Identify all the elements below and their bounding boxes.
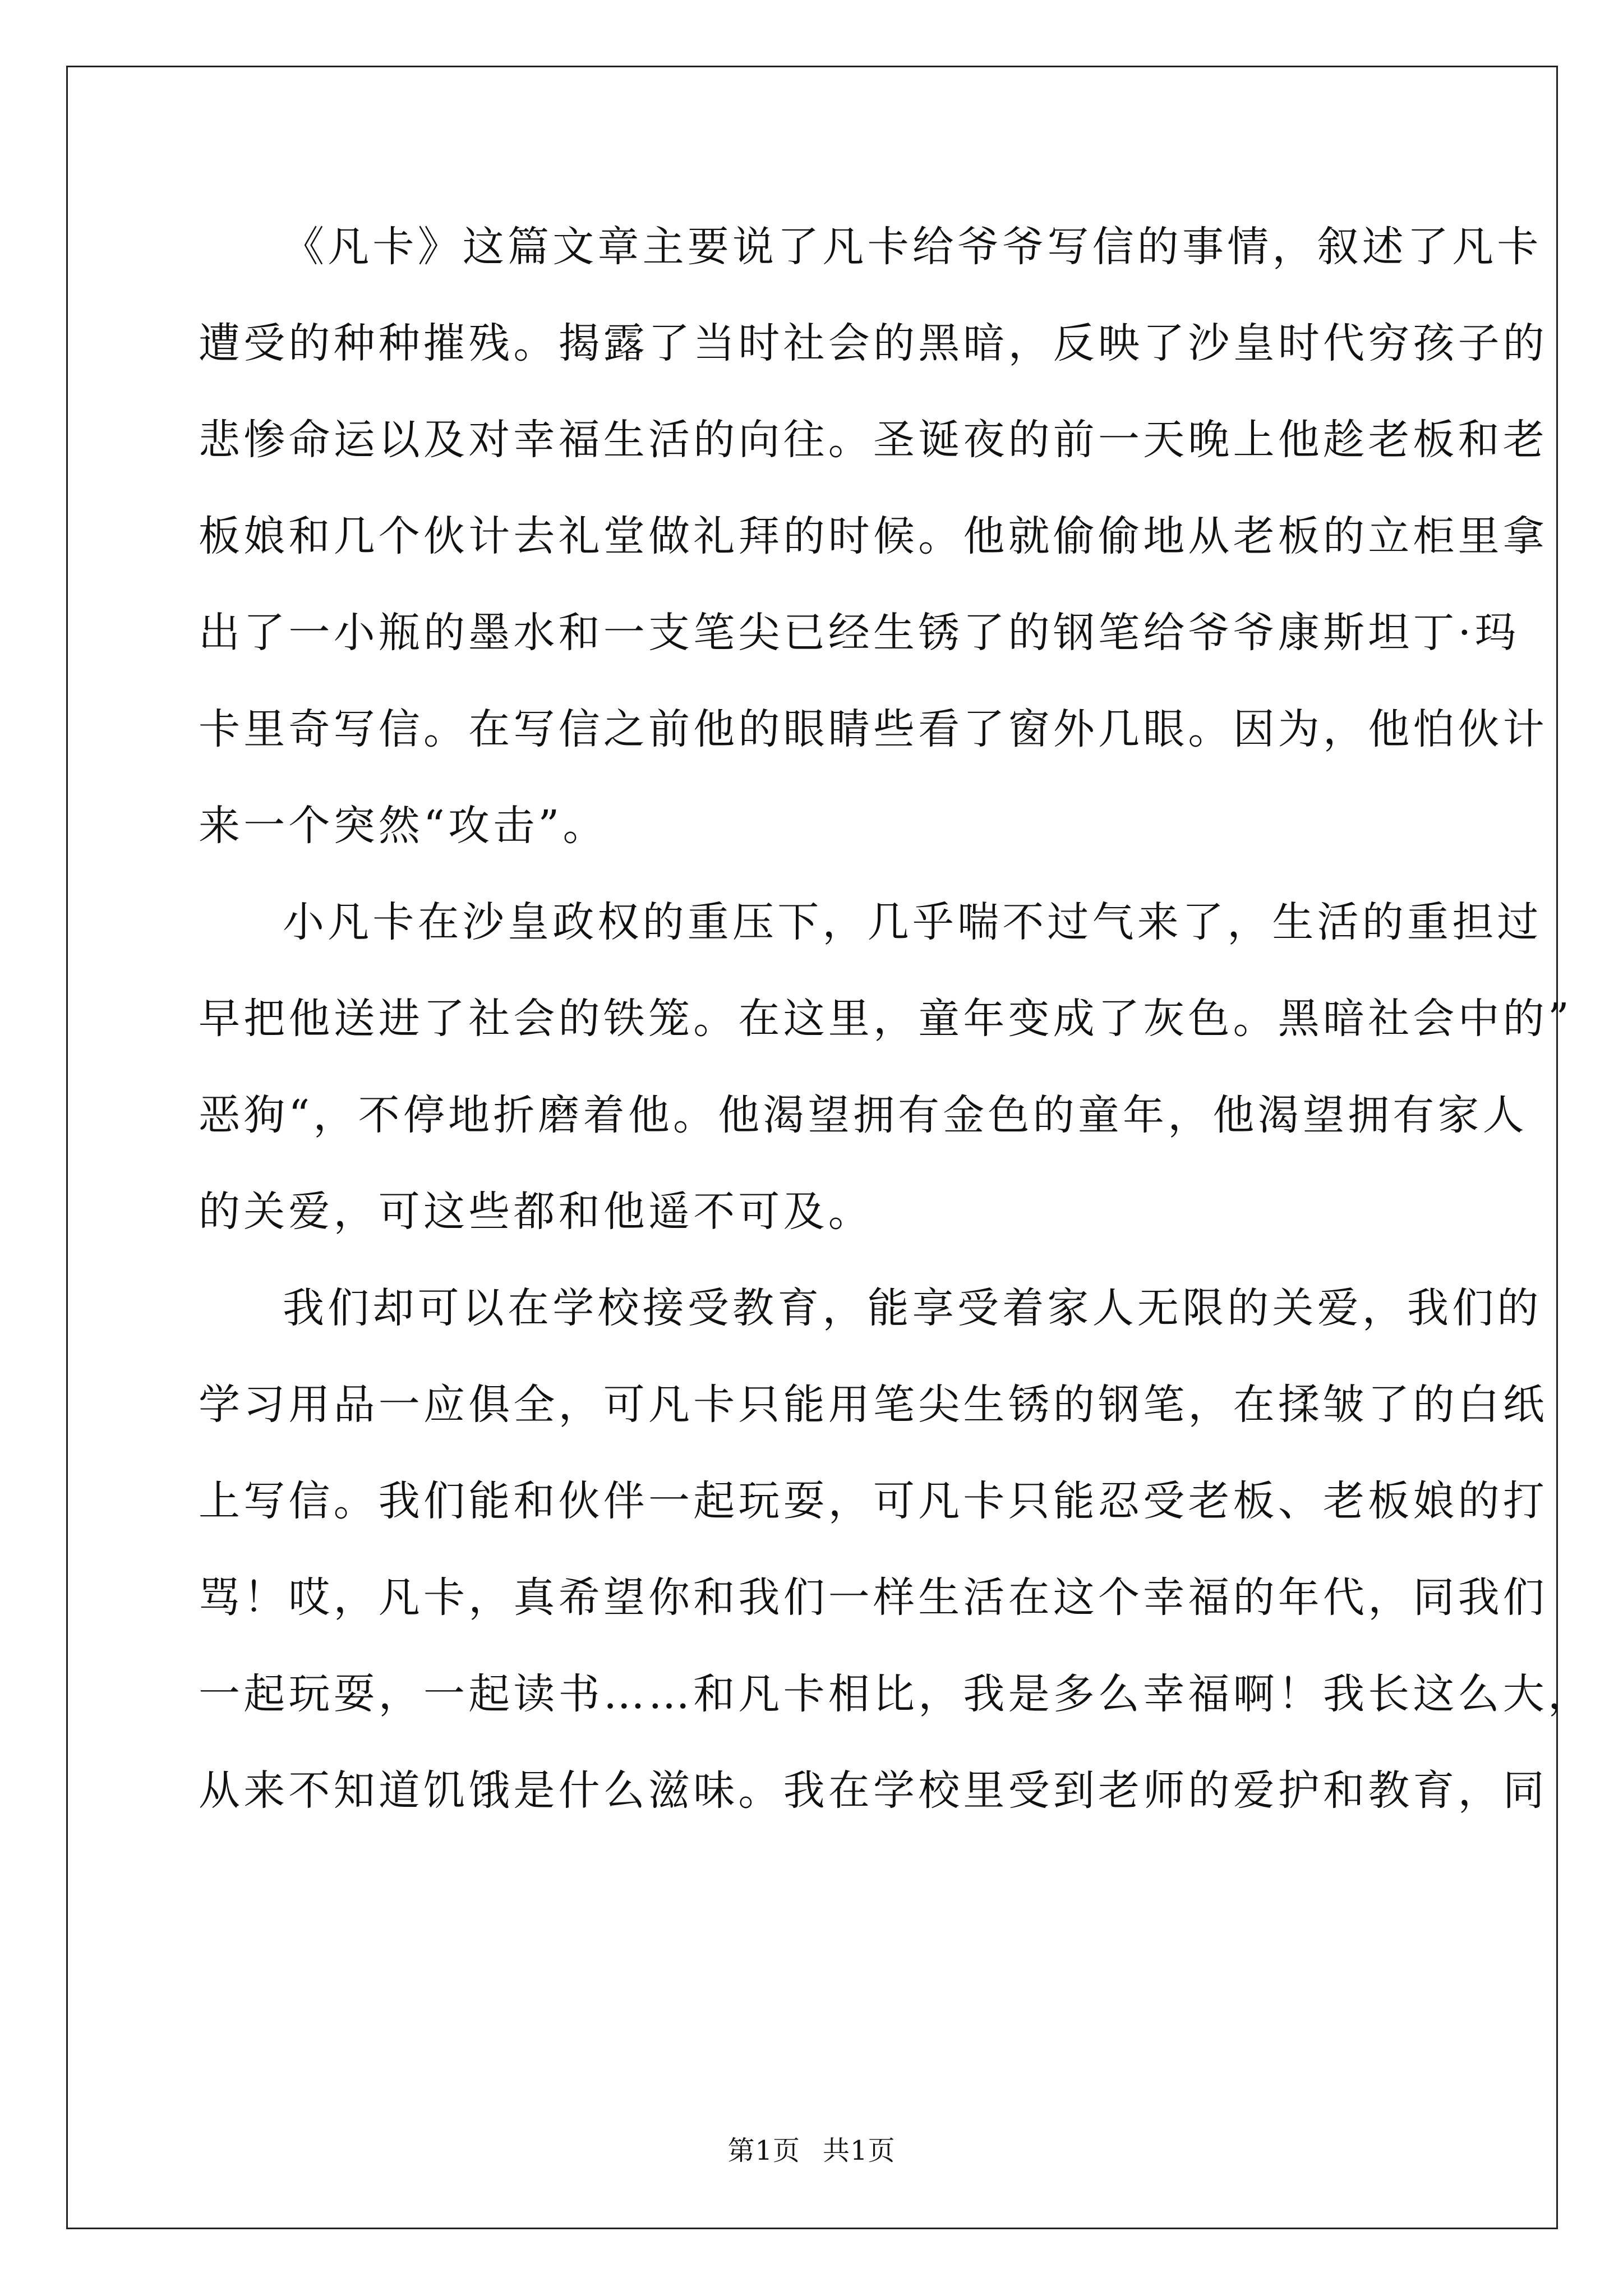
paragraph-1-line-2: 遭受的种种摧残。揭露了当时社会的黑暗，反映了沙皇时代穷孩子的: [199, 319, 1548, 367]
page-number: 第1页: [727, 2135, 800, 2166]
page-footer: [0, 2129, 1623, 2168]
paragraph-1-line-4: 板娘和几个伙计去礼堂做礼拜的时候。他就偷偷地从老板的立柜里拿: [199, 512, 1548, 560]
paragraph-1-line-7: 来一个突然“攻击”。: [199, 802, 608, 850]
paragraph-1-line-6: 卡里奇写信。在写信之前他的眼睛些看了窗外几眼。因为，他怕伙计: [199, 705, 1548, 753]
paragraph-3-line-3: 上写信。我们能和伙伴一起玩耍，可凡卡只能忍受老板、老板娘的打: [199, 1477, 1548, 1525]
page-total: 共1页: [823, 2135, 896, 2166]
paragraph-3-line-2: 学习用品一应俱全，可凡卡只能用笔尖生锈的钢笔，在揉皱了的白纸: [199, 1381, 1548, 1429]
paragraph-3-line-1: 我们却可以在学校接受教育，能享受着家人无限的关爱，我们的: [283, 1284, 1542, 1332]
paragraph-1-line-3: 悲惨命运以及对幸福生活的向往。圣诞夜的前一天晚上他趁老板和老: [199, 416, 1548, 464]
paragraph-2-line-4: 的关爱，可这些都和他遥不可及。: [199, 1188, 873, 1236]
document-body: [199, 219, 1593, 1859]
paragraph-3-line-4: 骂！哎，凡卡，真希望你和我们一样生活在这个幸福的年代，同我们: [199, 1573, 1548, 1622]
paragraph-3-line-6: 从来不知道饥饿是什么滋味。我在学校里受到老师的爱护和教育，同: [199, 1766, 1548, 1815]
paragraph-3-line-5: 一起玩耍，一起读书……和凡卡相比，我是多么幸福啊！我长这么大，: [199, 1670, 1593, 1718]
paragraph-1-line-5: 出了一小瓶的墨水和一支笔尖已经生锈了的钢笔给爷爷康斯坦丁·玛: [199, 609, 1520, 657]
paragraph-2-line-2: 早把他送进了社会的铁笼。在这里，童年变成了灰色。黑暗社会中的”: [199, 995, 1573, 1043]
paragraph-2-line-1: 小凡卡在沙皇政权的重压下，几乎喘不过气来了，生活的重担过: [283, 898, 1542, 946]
paragraph-1-line-1: 《凡卡》这篇文章主要说了凡卡给爷爷写信的事情，叙述了凡卡: [283, 223, 1542, 271]
paragraph-2-line-3: 恶狗“，不停地折磨着他。他渴望拥有金色的童年，他渴望拥有家人: [199, 1091, 1528, 1139]
